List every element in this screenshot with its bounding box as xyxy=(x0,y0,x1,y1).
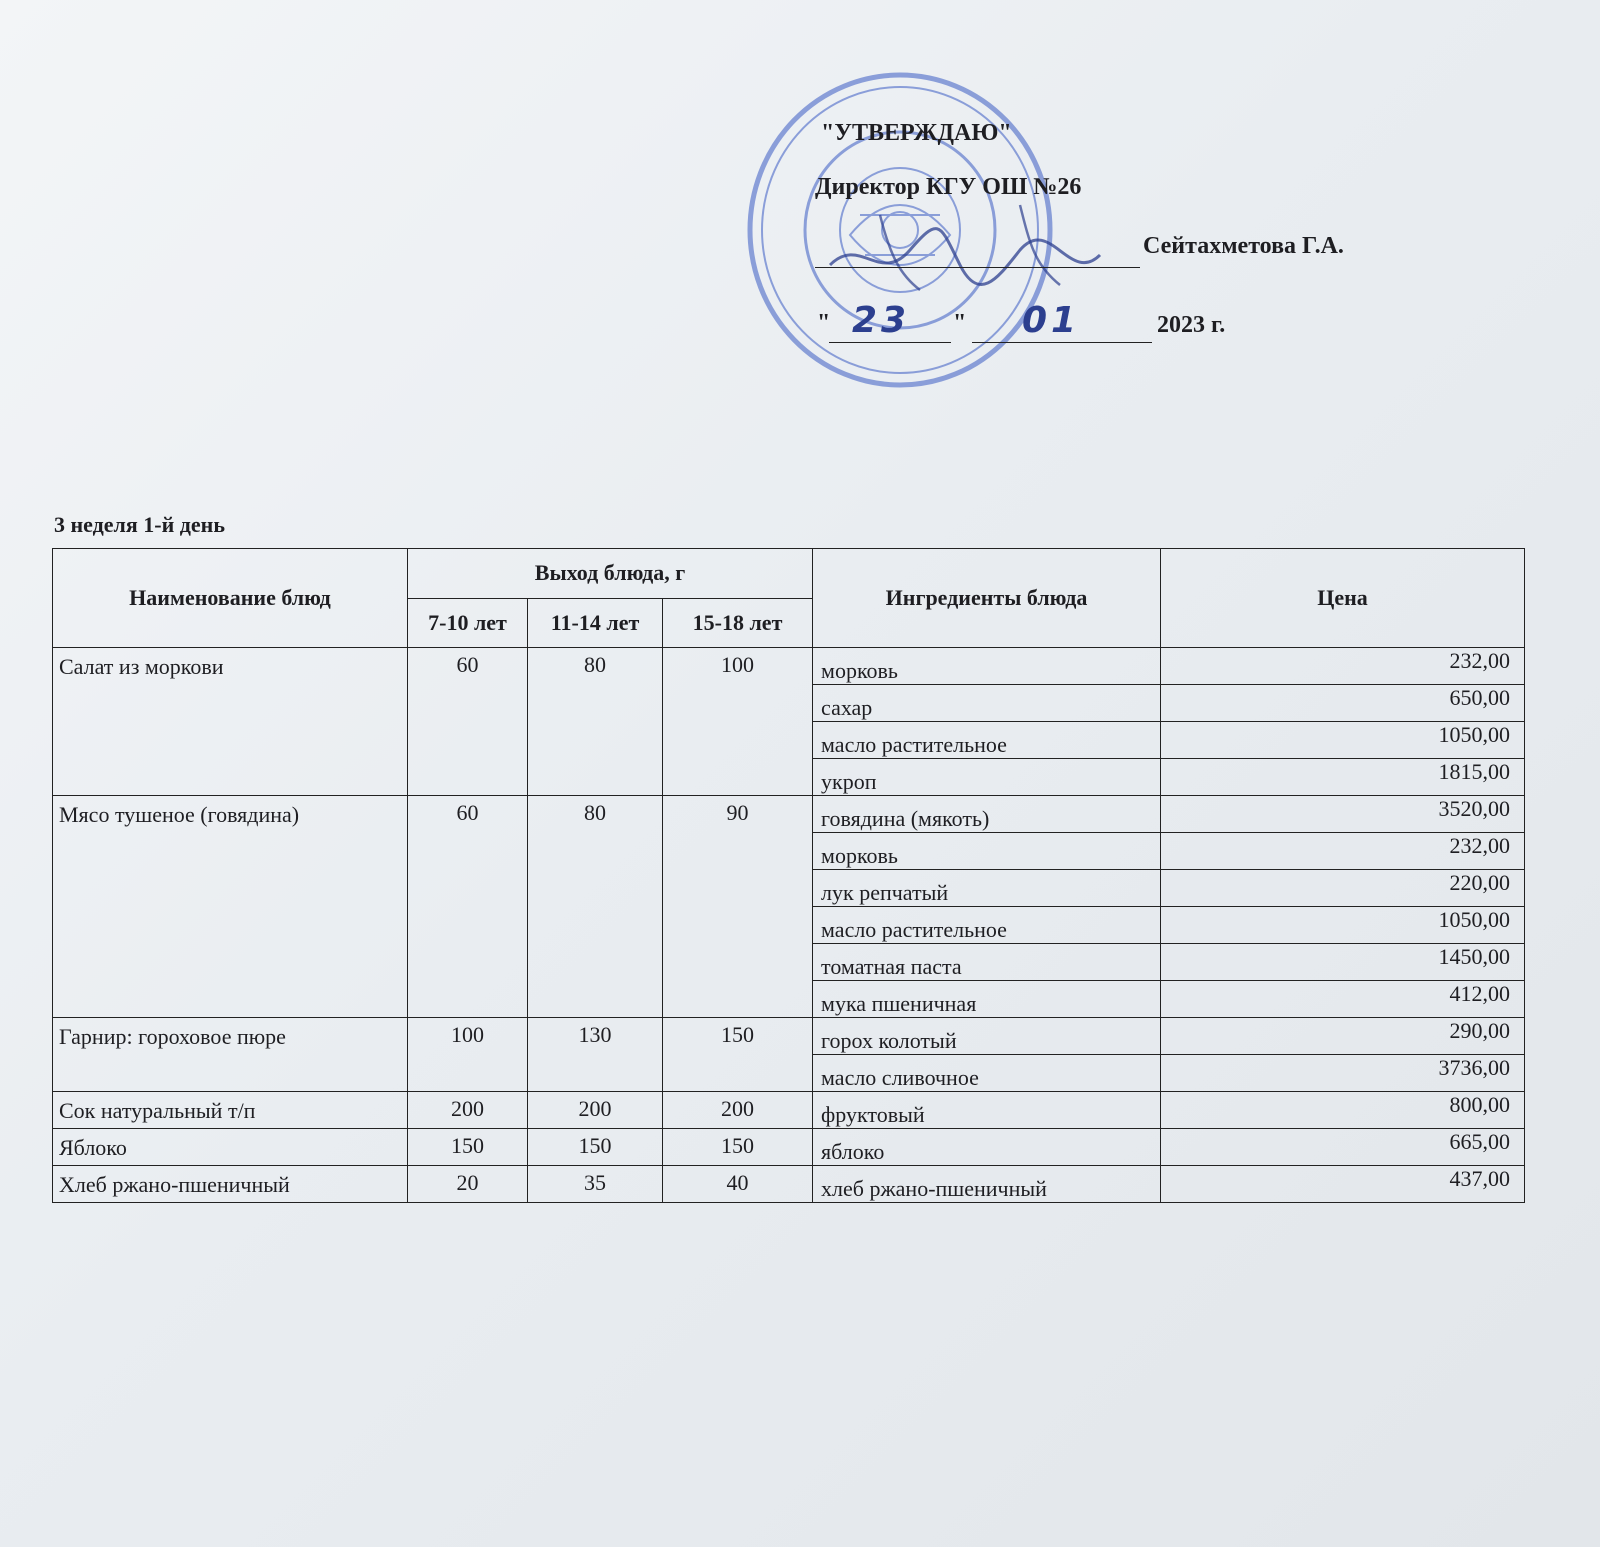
date-day-line xyxy=(829,342,951,343)
dish-name-cell: Мясо тушеное (говядина) xyxy=(53,796,408,1018)
output-15-18-cell: 150 xyxy=(663,1018,813,1092)
ingredient-cell: хлеб ржано-пшеничный xyxy=(813,1166,1161,1203)
ingredient-cell: масло сливочное xyxy=(813,1055,1161,1092)
output-11-14-cell: 150 xyxy=(528,1129,663,1166)
approval-date xyxy=(817,300,1297,350)
header-price: Цена xyxy=(1161,549,1525,648)
price-cell: 220,00 xyxy=(1161,870,1525,907)
output-15-18-cell: 90 xyxy=(663,796,813,1018)
price-cell: 3736,00 xyxy=(1161,1055,1525,1092)
table-row xyxy=(53,796,1525,833)
output-15-18-cell: 40 xyxy=(663,1166,813,1203)
dish-name-cell: Хлеб ржано-пшеничный xyxy=(53,1166,408,1203)
ingredient-cell: горох колотый xyxy=(813,1018,1161,1055)
menu-table xyxy=(52,548,1525,1203)
price-cell: 412,00 xyxy=(1161,981,1525,1018)
approver-position: Директор КГУ ОШ №26 xyxy=(815,174,1082,200)
signature-line xyxy=(815,265,1140,268)
output-11-14-cell: 80 xyxy=(528,796,663,1018)
menu-table-body xyxy=(53,648,1525,1203)
table-row xyxy=(53,1018,1525,1055)
table-row xyxy=(53,1092,1525,1129)
price-cell: 800,00 xyxy=(1161,1092,1525,1129)
output-7-10-cell: 20 xyxy=(408,1166,528,1203)
ingredient-cell: сахар xyxy=(813,685,1161,722)
menu-day-label: 3 неделя 1-й день xyxy=(54,512,225,537)
ingredient-cell: фруктовый xyxy=(813,1092,1161,1129)
price-cell: 1815,00 xyxy=(1161,759,1525,796)
date-year: 2023 г. xyxy=(1157,312,1226,338)
date-close-quote: " xyxy=(953,310,967,336)
ingredient-cell: лук репчатый xyxy=(813,870,1161,907)
ingredient-cell: укроп xyxy=(813,759,1161,796)
approval-title: "УТВЕРЖДАЮ" xyxy=(821,120,1012,146)
menu-table-wrap xyxy=(52,548,1524,1203)
header-age-15-18: 15-18 лет xyxy=(663,598,813,648)
price-cell: 3520,00 xyxy=(1161,796,1525,833)
header-age-7-10: 7-10 лет xyxy=(408,598,528,648)
approver-name: Сейтахметова Г.А. xyxy=(1143,233,1344,259)
dish-name-cell: Сок натуральный т/п xyxy=(53,1092,408,1129)
dish-name-cell: Салат из моркови xyxy=(53,648,408,796)
output-7-10-cell: 60 xyxy=(408,648,528,796)
ingredient-cell: масло растительное xyxy=(813,907,1161,944)
table-row xyxy=(53,648,1525,685)
dish-name-cell: Яблоко xyxy=(53,1129,408,1166)
header-ingredients: Ингредиенты блюда xyxy=(813,549,1161,648)
output-15-18-cell: 150 xyxy=(663,1129,813,1166)
output-7-10-cell: 200 xyxy=(408,1092,528,1129)
table-row xyxy=(53,1166,1525,1203)
table-row xyxy=(53,1129,1525,1166)
output-11-14-cell: 35 xyxy=(528,1166,663,1203)
output-15-18-cell: 200 xyxy=(663,1092,813,1129)
price-cell: 650,00 xyxy=(1161,685,1525,722)
ingredient-cell: говядина (мякоть) xyxy=(813,796,1161,833)
ingredient-cell: масло растительное xyxy=(813,722,1161,759)
approval-block xyxy=(815,110,1415,370)
output-11-14-cell: 200 xyxy=(528,1092,663,1129)
output-7-10-cell: 60 xyxy=(408,796,528,1018)
ingredient-cell: яблоко xyxy=(813,1129,1161,1166)
output-15-18-cell: 100 xyxy=(663,648,813,796)
ingredient-cell: томатная паста xyxy=(813,944,1161,981)
date-open-quote: " xyxy=(817,310,831,336)
dish-name-cell: Гарнир: гороховое пюре xyxy=(53,1018,408,1092)
price-cell: 1050,00 xyxy=(1161,722,1525,759)
ingredient-cell: морковь xyxy=(813,833,1161,870)
date-month: 01 xyxy=(1022,300,1081,341)
ingredient-cell: морковь xyxy=(813,648,1161,685)
output-7-10-cell: 100 xyxy=(408,1018,528,1092)
output-7-10-cell: 150 xyxy=(408,1129,528,1166)
price-cell: 232,00 xyxy=(1161,648,1525,685)
output-11-14-cell: 130 xyxy=(528,1018,663,1092)
price-cell: 232,00 xyxy=(1161,833,1525,870)
header-output: Выход блюда, г xyxy=(408,549,813,599)
header-dish-name: Наименование блюд xyxy=(53,549,408,648)
ingredient-cell: мука пшеничная xyxy=(813,981,1161,1018)
header-age-11-14: 11-14 лет xyxy=(528,598,663,648)
price-cell: 665,00 xyxy=(1161,1129,1525,1166)
output-11-14-cell: 80 xyxy=(528,648,663,796)
date-day: 23 xyxy=(852,300,911,341)
price-cell: 290,00 xyxy=(1161,1018,1525,1055)
price-cell: 1450,00 xyxy=(1161,944,1525,981)
date-month-line xyxy=(972,342,1152,343)
price-cell: 437,00 xyxy=(1161,1166,1525,1203)
price-cell: 1050,00 xyxy=(1161,907,1525,944)
